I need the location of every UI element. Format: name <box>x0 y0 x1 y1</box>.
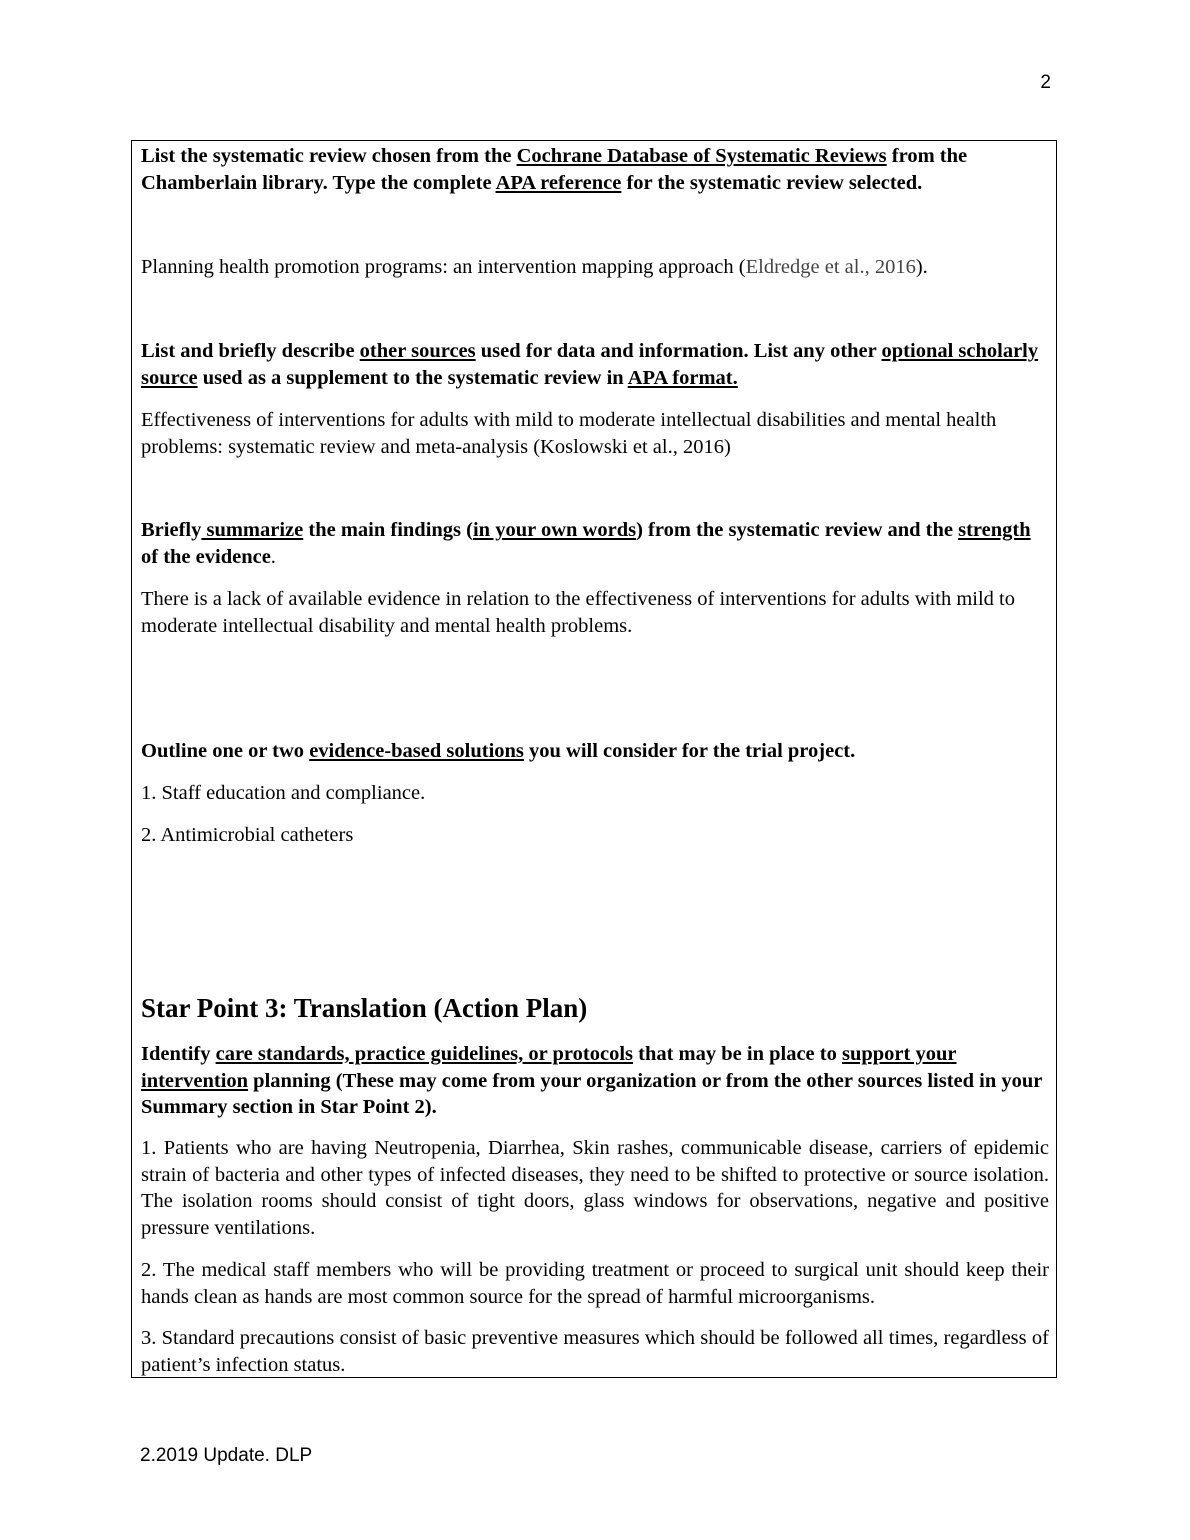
solution-item: 2. Antimicrobial catheters <box>141 824 354 846</box>
page-number: 2 <box>1040 72 1051 93</box>
other-sources-answer: Effectiveness of interventions for adults with mild to moderate intellectual disabilities and mental health problems: systematic review and meta-analysis (Koslowski et al., 2016) <box>141 409 997 458</box>
other-sources-prompt: List and briefly describe other sources used for data and information. List any other optional scholarly source used as a supplement to the systematic review in APA format. <box>141 340 1039 389</box>
star-point-heading: Star Point 3: Translation (Action Plan) <box>141 993 588 1023</box>
footer-text: 2.2019 Update. DLP <box>140 1445 313 1466</box>
template-table <box>131 140 1057 1378</box>
standard-item: 1. Patients who are having Neutropenia, Diarrhea, Skin rashes, communicable disease, carriers of epidemic strain of bacteria and other types of infected diseases, they need to be shifted to protective or source isolation. The isolation rooms should consist of tight doors, glass windows for observations, negative and positive pressure ventilations. <box>141 1137 1049 1239</box>
summary-answer: There is a lack of available evidence in relation to the effectiveness of interventions for adults with mild to moderate intellectual disability and mental health problems. <box>141 588 1015 637</box>
standard-item: 2. The medical staff members who will be providing treatment or proceed to surgical unit should keep their hands clean as hands are most common source for the spread of harmful microorganisms. <box>141 1259 1049 1308</box>
cochrane-link: Cochrane Database of Systematic Reviews <box>516 145 887 167</box>
standard-item: 3. Standard precautions consist of basic preventive measures which should be followed all times, regardless of patient’s infection status. <box>141 1327 1049 1376</box>
solutions-prompt: Outline one or two evidence-based solutions you will consider for the trial project. <box>141 740 856 762</box>
care-standards-prompt: Identify care standards, practice guidelines, or protocols that may be in place to support your intervention planning (These may come from your organization or from the other sources listed in your Summary section in Star Point 2). <box>141 1043 1043 1118</box>
systematic-review-answer: Planning health promotion programs: an intervention mapping approach (Eldredge et al., 2016). <box>141 256 928 278</box>
summary-prompt: Briefly summarize the main findings (in your own words) from the systematic review and the strength of the evidence. <box>141 519 1031 568</box>
citation: Eldredge et al., 2016 <box>745 256 916 278</box>
solution-item: 1. Staff education and compliance. <box>141 782 426 804</box>
systematic-review-prompt: List the systematic review chosen from the Cochrane Database of Systematic Reviews from the Chamberlain library. Type the complete APA reference for the systematic review selected. <box>141 145 968 194</box>
